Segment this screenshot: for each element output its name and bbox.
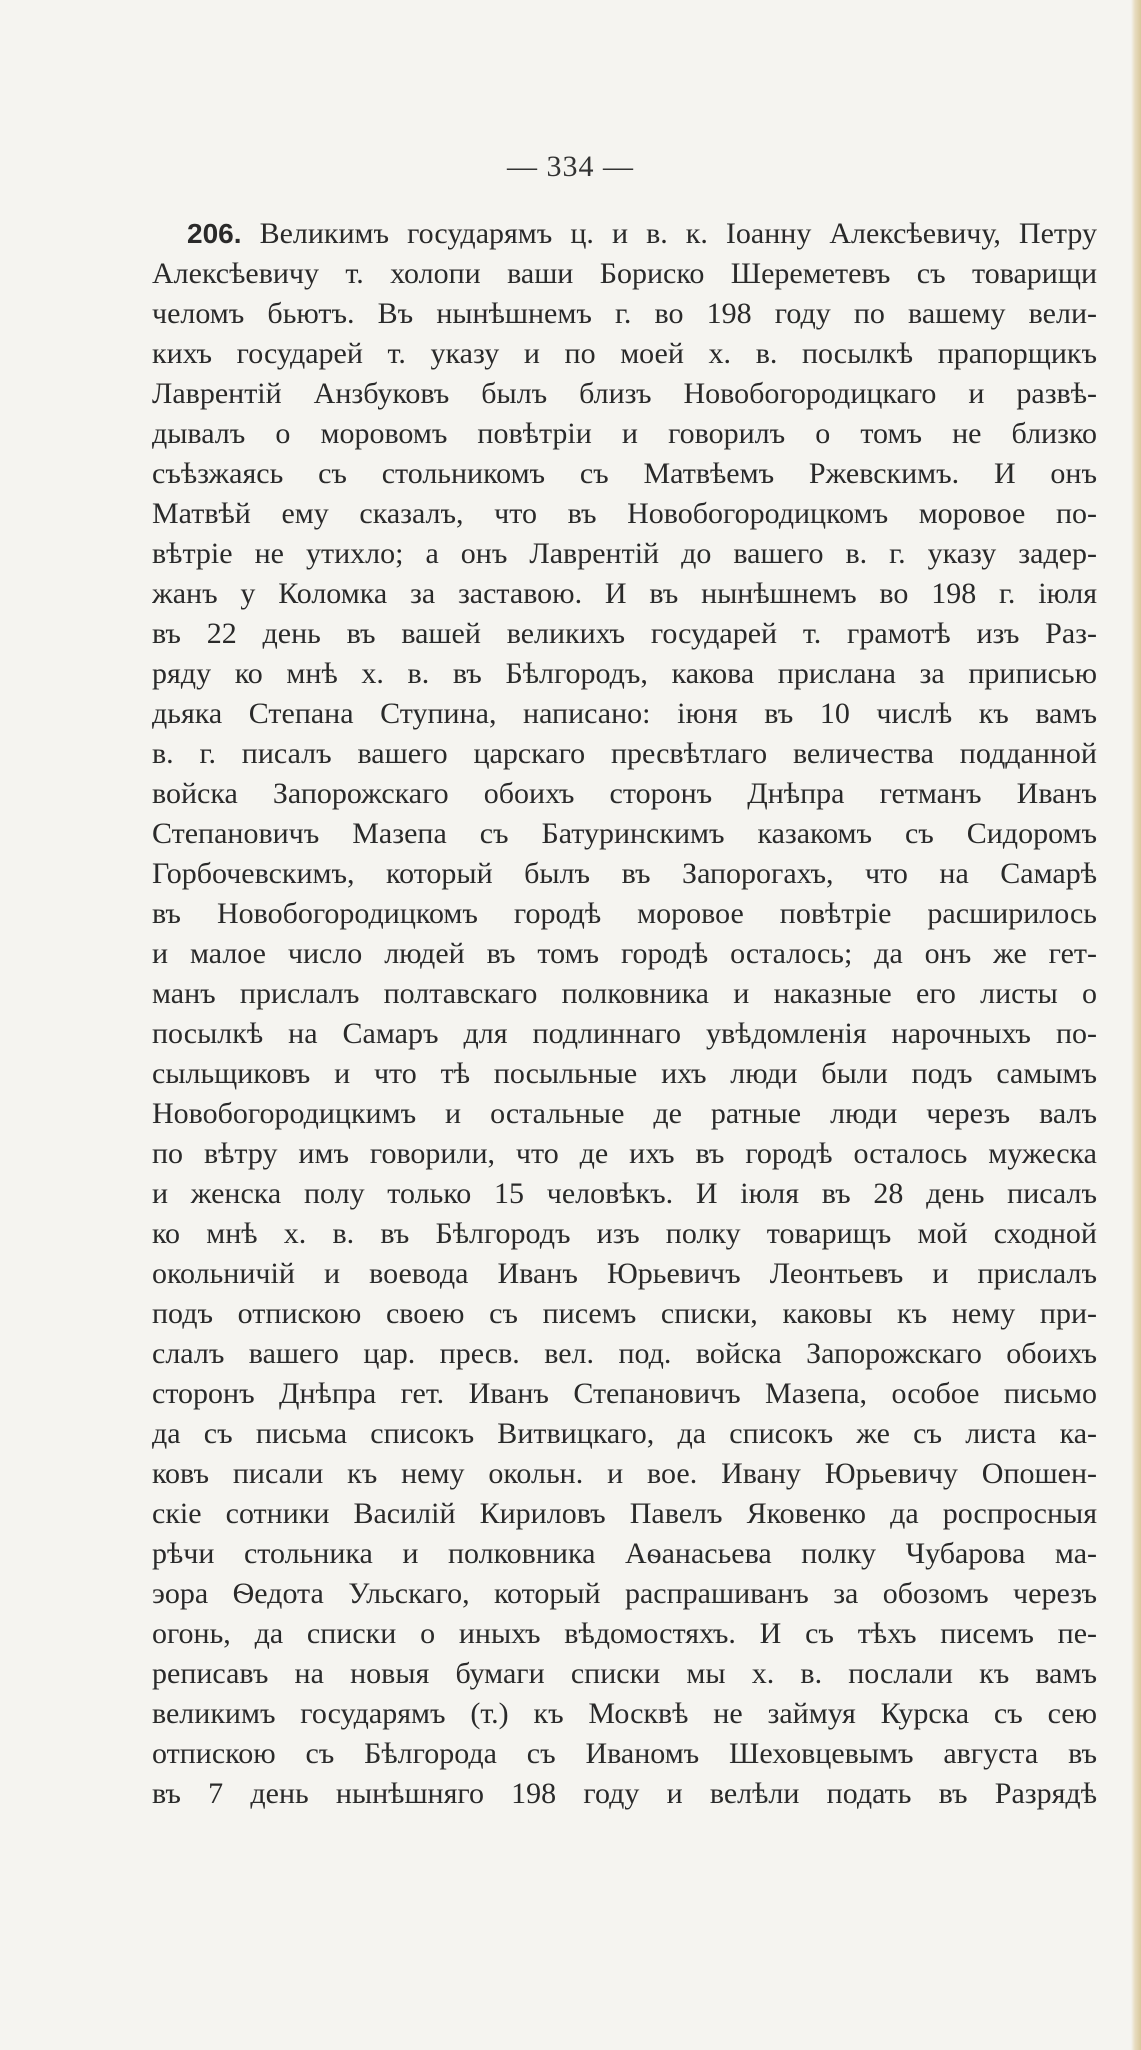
text-line: челомъ бьютъ. Въ нынѣшнемъ г. во 198 году по вашему вели- xyxy=(152,297,1097,330)
text-line: Горбочевскимъ, который былъ въ Запорогахъ, что на Самарѣ xyxy=(152,857,1097,890)
text-line: дывалъ о моровомъ повѣтріи и говорилъ о томъ не близко xyxy=(152,417,1097,450)
text-line: по вѣтру имъ говорили, что де ихъ въ городѣ осталось мужеска xyxy=(152,1137,1097,1170)
text-line: слалъ вашего цар. пресв. вел. под. войска Запорожскаго обоихъ xyxy=(152,1337,1097,1370)
document-number: 206. xyxy=(187,218,242,249)
text-line: скіе сотники Василій Кириловъ Павелъ Яковенко да роспросныя xyxy=(152,1497,1097,1530)
text-line: манъ прислалъ полтавскаго полковника и наказные его листы о xyxy=(152,977,1097,1010)
page-edge xyxy=(1131,0,1141,2050)
text-line: в. г. писалъ вашего царскаго пресвѣтлаго величества подданной xyxy=(152,737,1097,770)
text-line: Лаврентій Анзбуковъ былъ близъ Новобогородицкаго и развѣ- xyxy=(152,377,1097,410)
text-line: Алексѣевичу т. холопи ваши Бориско Шереметевъ съ товарищи xyxy=(152,257,1097,290)
text-line: огонь, да списки о иныхъ вѣдомостяхъ. И съ тѣхъ писемъ пе- xyxy=(152,1617,1097,1650)
text-line: да съ письма списокъ Витвицкаго, да списокъ же съ листа ка- xyxy=(152,1417,1097,1450)
text-line: великимъ государямъ (т.) къ Москвѣ не займуя Курска съ сею xyxy=(152,1697,1097,1730)
text-line: и малое число людей въ томъ городѣ осталось; да онъ же гет- xyxy=(152,937,1097,970)
text-line: Матвѣй ему сказалъ, что въ Новобогородицкомъ моровое по- xyxy=(152,497,1097,530)
document-text xyxy=(152,214,1097,1814)
text-line xyxy=(152,214,1097,254)
text-line: окольничій и воевода Иванъ Юрьевичъ Леонтьевъ и прислалъ xyxy=(152,1257,1097,1290)
text-line: сторонъ Днѣпра гет. Иванъ Степановичъ Мазепа, особое письмо xyxy=(152,1377,1097,1410)
text-line: Степановичъ Мазепа съ Батуринскимъ казакомъ съ Сидоромъ xyxy=(152,817,1097,850)
text-line: войска Запорожскаго обоихъ сторонъ Днѣпра гетманъ Иванъ xyxy=(152,777,1097,810)
page-number: — 334 — xyxy=(507,150,634,183)
text-line: ковъ писали къ нему окольн. и вое. Ивану Юрьевичу Опошен- xyxy=(152,1457,1097,1490)
text-line: дьяка Степана Ступина, написано: іюня въ 10 числѣ къ вамъ xyxy=(152,697,1097,730)
text-line-content: Великимъ государямъ ц. и в. к. Іоанну Алексѣевичу, Петру xyxy=(259,217,1097,250)
text-line: реписавъ на новыя бумаги списки мы х. в. послали къ вамъ xyxy=(152,1657,1097,1690)
text-line: въ Новобогородицкомъ городѣ моровое повѣтріе расширилось xyxy=(152,897,1097,930)
text-line: съѣзжаясь съ стольникомъ съ Матвѣемъ Ржевскимъ. И онъ xyxy=(152,457,1097,490)
text-line: въ 22 день въ вашей великихъ государей т. грамотѣ изъ Раз- xyxy=(152,617,1097,650)
text-line: рѣчи стольника и полковника Аѳанасьева полку Чубарова ма- xyxy=(152,1537,1097,1570)
text-line: подъ отпискою своею съ писемъ списки, каковы къ нему при- xyxy=(152,1297,1097,1330)
text-line: въ 7 день нынѣшняго 198 году и велѣли подать въ Разрядѣ xyxy=(152,1777,1097,1810)
text-line: жанъ у Коломка за заставою. И въ нынѣшнемъ во 198 г. іюля xyxy=(152,577,1097,610)
text-line: ко мнѣ х. в. въ Бѣлгородъ изъ полку товарищъ мой сходной xyxy=(152,1217,1097,1250)
text-line: вѣтріе не утихло; а онъ Лаврентій до вашего в. г. указу задер- xyxy=(152,537,1097,570)
text-line: кихъ государей т. указу и по моей х. в. посылкѣ прапорщикъ xyxy=(152,337,1097,370)
text-line: ряду ко мнѣ х. в. въ Бѣлгородъ, какова прислана за приписью xyxy=(152,657,1097,690)
text-line: отпискою съ Бѣлгорода съ Иваномъ Шеховцевымъ августа въ xyxy=(152,1737,1097,1770)
text-line: посылкѣ на Самаръ для подлиннаго увѣдомленія нарочныхъ по- xyxy=(152,1017,1097,1050)
text-line: Новобогородицкимъ и остальные де ратные люди черезъ валъ xyxy=(152,1097,1097,1130)
text-line: и женска полу только 15 человѣкъ. И іюля въ 28 день писалъ xyxy=(152,1177,1097,1210)
text-line: сыльщиковъ и что тѣ посыльные ихъ люди были подъ самымъ xyxy=(152,1057,1097,1090)
text-line: эора Ѳедота Ульскаго, который распрашиванъ за обозомъ черезъ xyxy=(152,1577,1097,1610)
